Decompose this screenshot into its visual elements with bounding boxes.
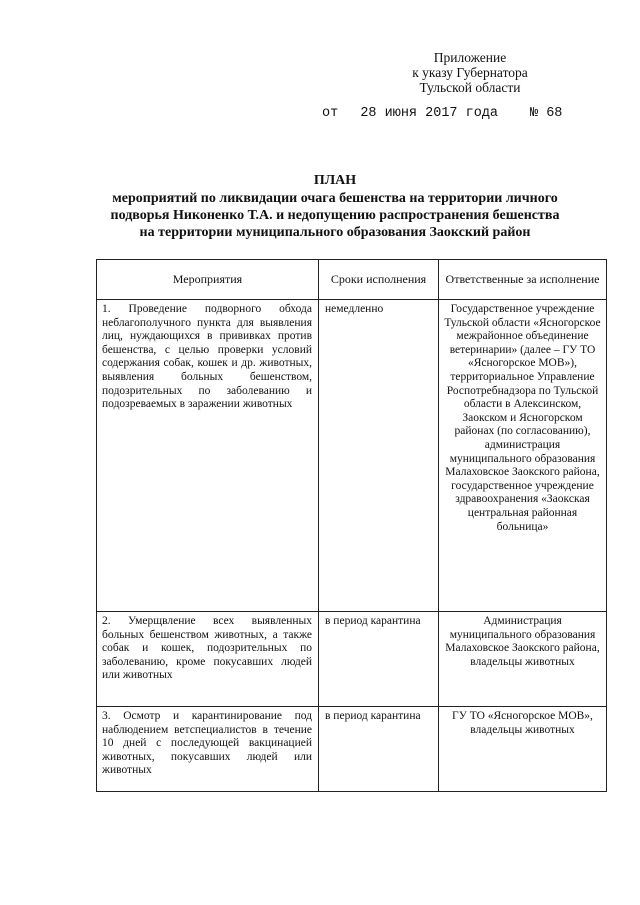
document-title [80, 172, 590, 241]
row-term: в период карантина [319, 612, 439, 707]
decree-date-line [322, 106, 582, 121]
row-responsible: Государственное учреждение Тульской области «Ясногорское межрайонное объединение ветеринарии» (далее – ГУ ТО «Ясногорское МОВ»), территориальное Управление Роспотребнадзора по Тульской области в Алексинском, Заокском и Ясногорском районах (по согласованию), администрация муниципального образования Малаховское Заокского района, государственное учреждение здравоохранения «Заокская центральная районная больница» [439, 300, 607, 612]
row-term: немедленно [319, 300, 439, 612]
row-activity: 3. Осмотр и карантинирование под наблюдением ветспециалистов в течение 10 дней с последующей вакцинацией животных, покусавших людей или животных [97, 707, 319, 792]
row-term: в период карантина [319, 707, 439, 792]
table-row [97, 707, 607, 792]
table-row [97, 612, 607, 707]
appendix-block [360, 50, 580, 95]
title-line: на территории муниципального образования Заокский район [139, 225, 531, 240]
row-activity: 1. Проведение подворного обхода неблагополучного пункта для выявления лиц, нуждающихся в прививках против бешенства, с целью проверки условий содержания собак, кошек и др. животных, выявления больных бешенством, подозрительных по заболеванию и подозреваемых в заражении животных [97, 300, 319, 612]
decree-number: № 68 [530, 106, 563, 121]
decree-from: от [322, 106, 339, 121]
title-line: подворья Никоненко Т.А. и недопущению распространения бешенства [110, 208, 560, 223]
appendix-line: Тульской области [419, 80, 521, 95]
row-responsible: Администрация муниципального образования Малаховское Заокского района, владельцы животных [439, 612, 607, 707]
header-term: Сроки исполнения [319, 260, 439, 300]
decree-date: 28 июня 2017 года [360, 106, 499, 121]
table-row [97, 300, 607, 612]
table-header-row [97, 260, 607, 300]
title-heading: ПЛАН [313, 173, 357, 188]
row-responsible: ГУ ТО «Ясногорское МОВ», владельцы животных [439, 707, 607, 792]
title-line: мероприятий по ликвидации очага бешенства на территории личного [112, 191, 558, 206]
appendix-line: к указу Губернатора [412, 65, 528, 80]
row-activity: 2. Умерщвление всех выявленных больных бешенством животных, а также собак и кошек, подозрительных по заболеванию, кроме покусавших людей или животных [97, 612, 319, 707]
header-responsible: Ответственные за исполнение [439, 260, 607, 300]
appendix-line: Приложение [433, 50, 507, 65]
header-activity: Мероприятия [97, 260, 319, 300]
plan-table [96, 259, 607, 792]
